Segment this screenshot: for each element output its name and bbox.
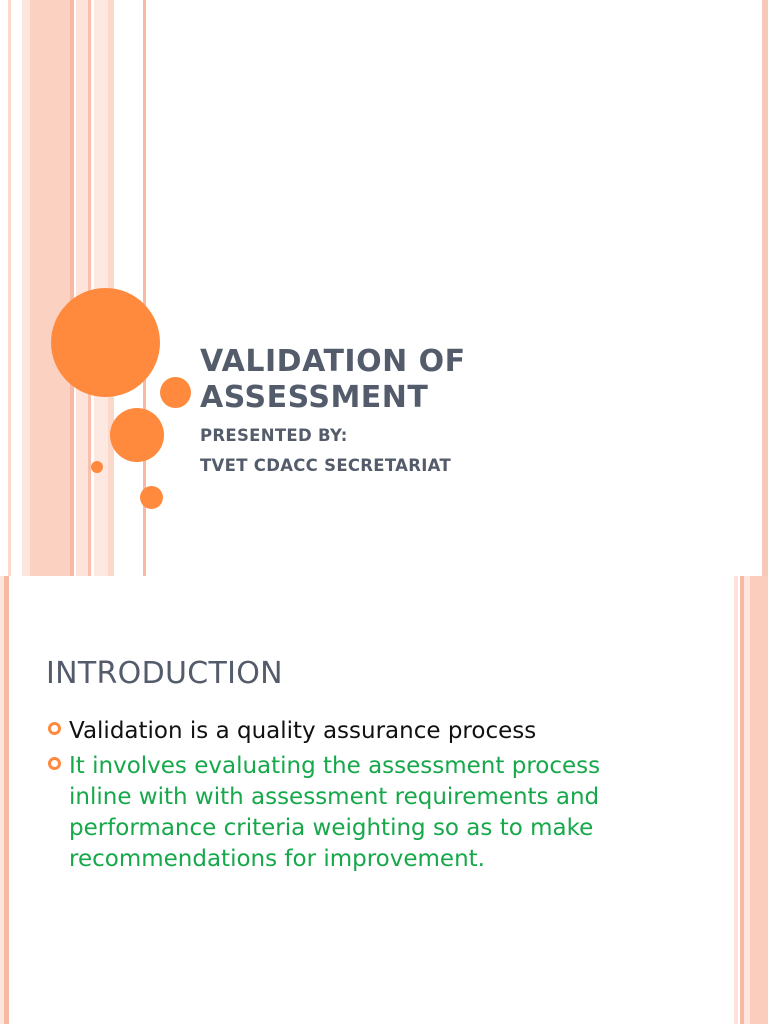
medium-circle-decoration (110, 408, 164, 462)
list-item (46, 716, 646, 747)
list-item (46, 751, 646, 875)
title-line: ASSESSMENT (200, 380, 429, 415)
bullet-text: Validation is a quality assurance process (69, 718, 537, 744)
small-circle-decoration (160, 377, 191, 408)
decorative-stripe (30, 0, 70, 576)
decorative-stripe (4, 576, 9, 1024)
presented-by-label: PRESENTED BY: (200, 426, 348, 445)
decorative-stripe (88, 0, 91, 576)
decorative-stripe (750, 576, 768, 1024)
slide-heading: INTRODUCTION (46, 656, 283, 691)
decorative-stripe (70, 0, 74, 576)
bullet-list (46, 716, 646, 879)
title-line: VALIDATION OF (200, 344, 466, 379)
right-edge-stripe (762, 0, 768, 576)
large-circle-decoration (51, 288, 160, 397)
ring-bullet-icon (48, 722, 61, 735)
decorative-stripe (76, 0, 88, 576)
decorative-stripe (734, 576, 738, 1024)
presenter-name: TVET CDACC SECRETARIAT (200, 456, 452, 475)
ring-bullet-icon (48, 757, 61, 770)
slide-title (200, 344, 720, 416)
decorative-stripe (22, 0, 30, 576)
tiny-circle-decoration (91, 461, 103, 473)
decorative-stripe (8, 0, 11, 576)
introduction-slide (0, 576, 768, 1024)
small-circle-decoration (140, 486, 163, 509)
bullet-text: It involves evaluating the assessment process inline with with assessment requirements and performance criteria weighting so as to make recommendations for improvement. (69, 753, 601, 872)
